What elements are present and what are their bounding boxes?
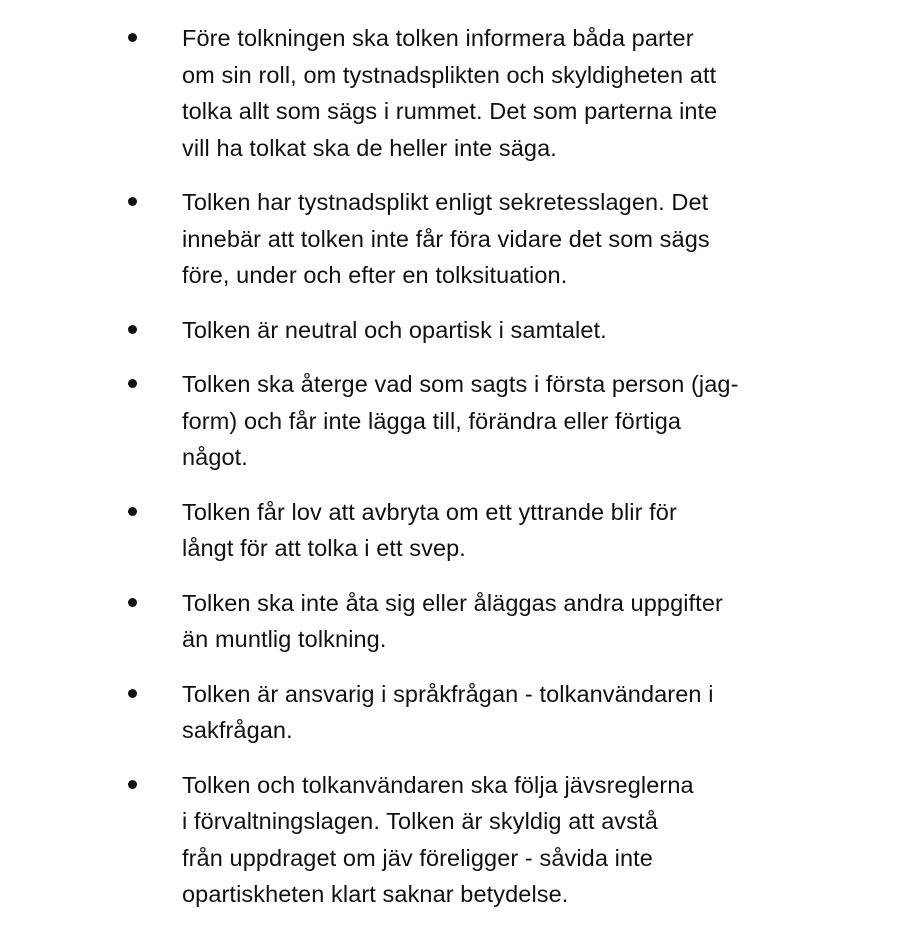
list-item — [0, 20, 782, 166]
list-item-text-line: Tolken och tolkanvändaren ska följa jävsreglerna — [182, 771, 694, 798]
bullet-dot-icon — [128, 312, 142, 348]
list-item-text-line: Tolken är neutral och opartisk i samtalet. — [182, 316, 607, 343]
list-item-text-line: Tolken har tystnadsplikt enligt sekretesslagen. Det — [182, 189, 709, 215]
list-item-text-line: långt för att tolka i ett svep. — [182, 535, 466, 561]
list-item-text-line: Tolken är ansvarig i språkfrågan - tolkanvändaren i — [182, 680, 714, 707]
bullet-dot-icon — [128, 184, 142, 220]
list-item-text-line: Tolken ska inte åta sig eller åläggas andra uppgifter — [182, 589, 723, 616]
list-item — [0, 767, 782, 913]
list-item — [0, 312, 782, 349]
list-item-text-line: opartiskheten klart saknar betydelse. — [182, 881, 569, 907]
list-item — [0, 494, 782, 567]
bullet-list — [0, 20, 897, 931]
bullet-dot-icon — [128, 676, 142, 712]
bullet-dot-icon — [128, 494, 142, 530]
list-item-text-line: från uppdraget om jäv föreligger - såvida inte — [182, 844, 653, 871]
bullet-dot-icon — [128, 20, 142, 56]
list-item — [0, 676, 782, 749]
list-item-text-line: Tolken får lov att avbryta om ett yttrande blir för — [182, 498, 677, 525]
list-item-text-line: än muntlig tolkning. — [182, 626, 387, 652]
list-item — [0, 184, 782, 294]
bullet-dot-icon — [128, 767, 142, 803]
list-item-text-line: Före tolkningen ska tolken informera båda parter — [182, 25, 694, 51]
bullet-dot-icon — [128, 585, 142, 621]
list-item — [0, 585, 782, 658]
list-item-text-line: innebär att tolken inte får föra vidare det som sägs — [182, 225, 710, 252]
list-item-text-line: form) och får inte lägga till, förändra eller förtiga — [182, 407, 682, 434]
list-item-text-line: före, under och efter en tolksituation. — [182, 262, 568, 288]
list-item-text-line: vill ha tolkat ska de heller inte säga. — [182, 134, 557, 161]
list-item-text-line: tolka allt som sägs i rummet. Det som parterna inte — [182, 98, 718, 124]
list-item — [0, 366, 782, 476]
list-item-text-line: i förvaltningslagen. Tolken är skyldig att avstå — [182, 808, 658, 834]
list-item-text-line: Tolken ska återge vad som sagts i första person (jag- — [182, 371, 739, 397]
bullet-dot-icon — [128, 366, 142, 402]
list-item-text-line: sakfrågan. — [182, 717, 293, 743]
list-item-text-line: om sin roll, om tystnadsplikten och skyldigheten att — [182, 61, 717, 88]
list-item-text-line: något. — [182, 444, 248, 470]
